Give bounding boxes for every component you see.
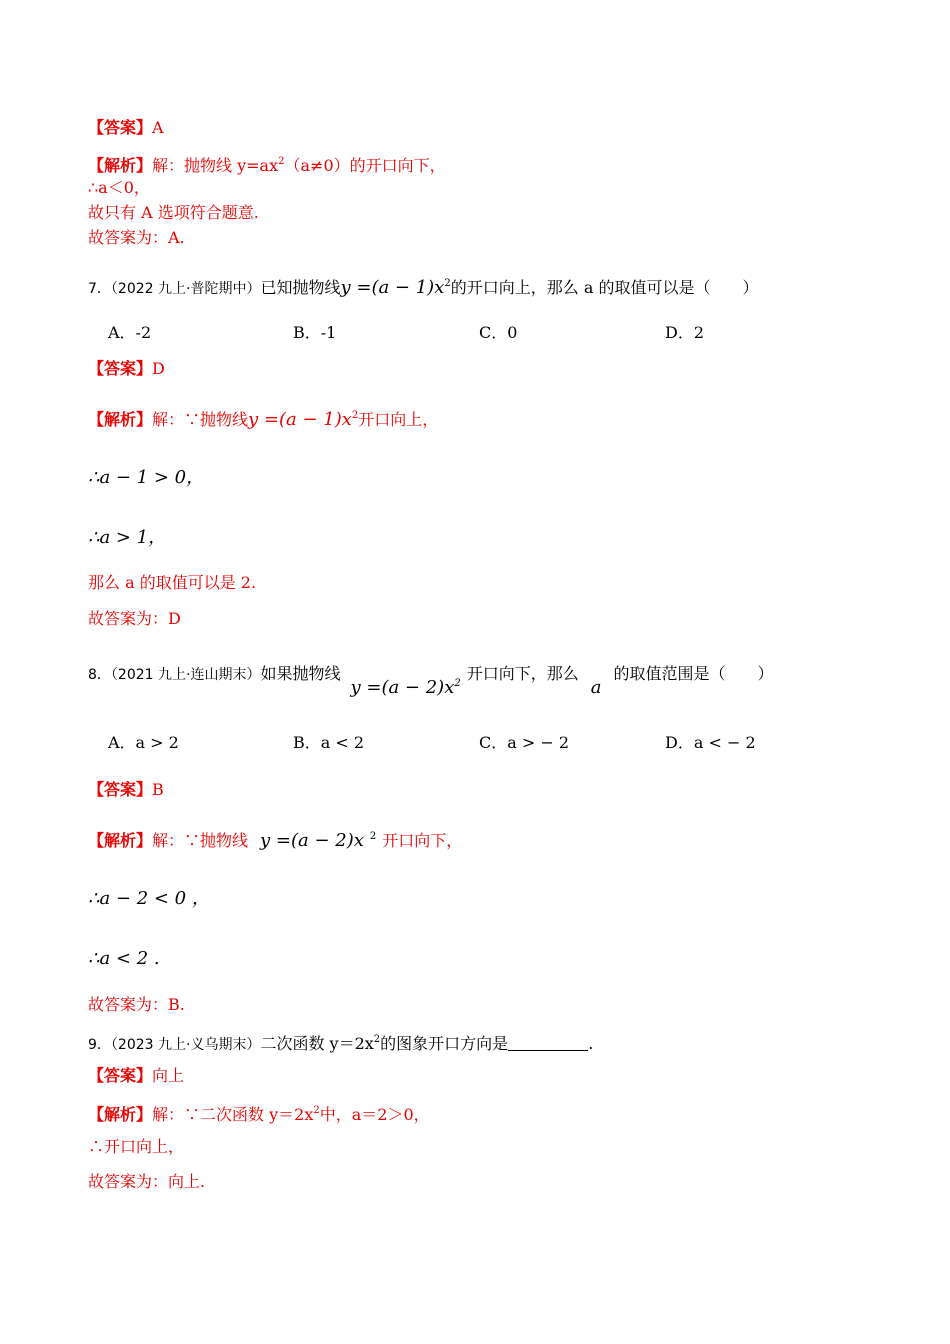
superscript: 2	[373, 1034, 381, 1045]
option-a: A．a > 2	[108, 733, 179, 752]
answer-blank[interactable]	[508, 1036, 588, 1051]
stem-text: 二次函数 y＝2x	[260, 1034, 374, 1053]
answer-tag: 【答案】	[88, 780, 153, 799]
answer-line	[88, 358, 165, 380]
superscript: 2	[444, 278, 451, 289]
answer-value: B	[152, 780, 164, 799]
option-b: B．a < 2	[293, 733, 365, 752]
analysis-line	[88, 405, 438, 431]
analysis-step: ∴开口向上，	[88, 1137, 185, 1156]
question-source: （2023 九上·义乌期末）	[110, 1037, 261, 1053]
analysis-step: 那么 a 的取值可以是 2.	[88, 573, 257, 592]
stem-text: 的取值范围是（ ）	[613, 664, 774, 683]
answer-value: D	[152, 359, 165, 378]
option-d: D．a < − 2	[665, 733, 756, 752]
answer-value: A	[152, 118, 164, 137]
question-8-stem	[88, 659, 774, 698]
formula-text: y =(a − 2)x	[350, 677, 455, 698]
analysis-line	[88, 151, 446, 177]
superscript: 2	[313, 1105, 320, 1116]
option-b: B．-1	[293, 323, 337, 342]
formula: y =(a − 2)x	[260, 830, 364, 851]
analysis-text: 解：∵抛物线	[152, 831, 249, 850]
conclusion: 故答案为：向上.	[88, 1172, 206, 1191]
answer-line	[88, 117, 164, 139]
analysis-step: ∴a − 1 > 0，	[88, 467, 205, 488]
question-source: （2022 九上·普陀期中）	[110, 281, 261, 297]
stem-text: 的图象开口方向是	[380, 1034, 509, 1053]
analysis-text: 开口向下，	[382, 831, 463, 850]
answer-line	[88, 779, 164, 801]
superscript: 2	[351, 410, 359, 421]
superscript: 2	[278, 156, 285, 167]
question-number: 7．	[88, 281, 111, 297]
stem-text: 如果抛物线	[260, 664, 341, 683]
variable: a	[590, 677, 602, 698]
stem-text: 的开口向上，那么 a 的取值可以是（ ）	[450, 278, 759, 297]
answer-line	[88, 1065, 184, 1087]
stem-text: 已知抛物线	[260, 278, 341, 297]
conclusion: 故答案为：A.	[88, 228, 185, 247]
formula	[350, 677, 460, 698]
analysis-text: 开口向上，	[358, 410, 439, 429]
superscript: 2	[454, 678, 461, 689]
analysis-step: ∴a＜0，	[88, 178, 150, 197]
answer-tag: 【答案】	[88, 118, 153, 137]
question-number: 9．	[88, 1037, 111, 1053]
analysis-tag: 【解析】	[88, 156, 153, 175]
answer-tag: 【答案】	[88, 359, 153, 378]
conclusion: 故答案为：D	[88, 609, 181, 628]
analysis-tag: 【解析】	[88, 410, 153, 429]
analysis-text: 解：∵抛物线	[152, 410, 249, 429]
analysis-text: 中，a＝2＞0，	[319, 1105, 430, 1124]
answer-tag: 【答案】	[88, 1066, 153, 1085]
superscript: 2	[369, 831, 377, 842]
option-c: C．a > − 2	[479, 733, 570, 752]
answer-value: 向上	[152, 1066, 185, 1085]
analysis-text: （a≠0）的开口向下，	[284, 156, 446, 175]
analysis-line	[88, 826, 462, 852]
formula: y =(a − 1)x	[340, 277, 445, 298]
option-d: D．2	[665, 323, 705, 342]
analysis-step: 故只有 A 选项符合题意.	[88, 203, 259, 222]
question-9-stem	[88, 1029, 593, 1056]
question-source: （2021 九上·连山期末）	[110, 667, 261, 683]
stem-text: 开口向下，那么	[466, 664, 579, 683]
analysis-line	[88, 1100, 430, 1126]
analysis-step: ∴a < 2 .	[88, 948, 160, 969]
question-7-stem	[88, 273, 758, 300]
option-a: A．-2	[108, 323, 152, 342]
analysis-text: 解：∵二次函数 y＝2x	[152, 1105, 314, 1124]
option-c: C．0	[479, 323, 518, 342]
analysis-step: ∴a − 2 < 0 ，	[88, 888, 210, 909]
stem-text: .	[588, 1034, 594, 1053]
analysis-tag: 【解析】	[88, 831, 153, 850]
analysis-text: 解：抛物线 y=ax	[152, 156, 279, 175]
analysis-tag: 【解析】	[88, 1105, 153, 1124]
analysis-step: ∴a > 1，	[88, 527, 167, 548]
formula: y =(a − 1)x	[248, 409, 352, 430]
question-number: 8．	[88, 667, 111, 683]
conclusion: 故答案为：B.	[88, 995, 185, 1014]
